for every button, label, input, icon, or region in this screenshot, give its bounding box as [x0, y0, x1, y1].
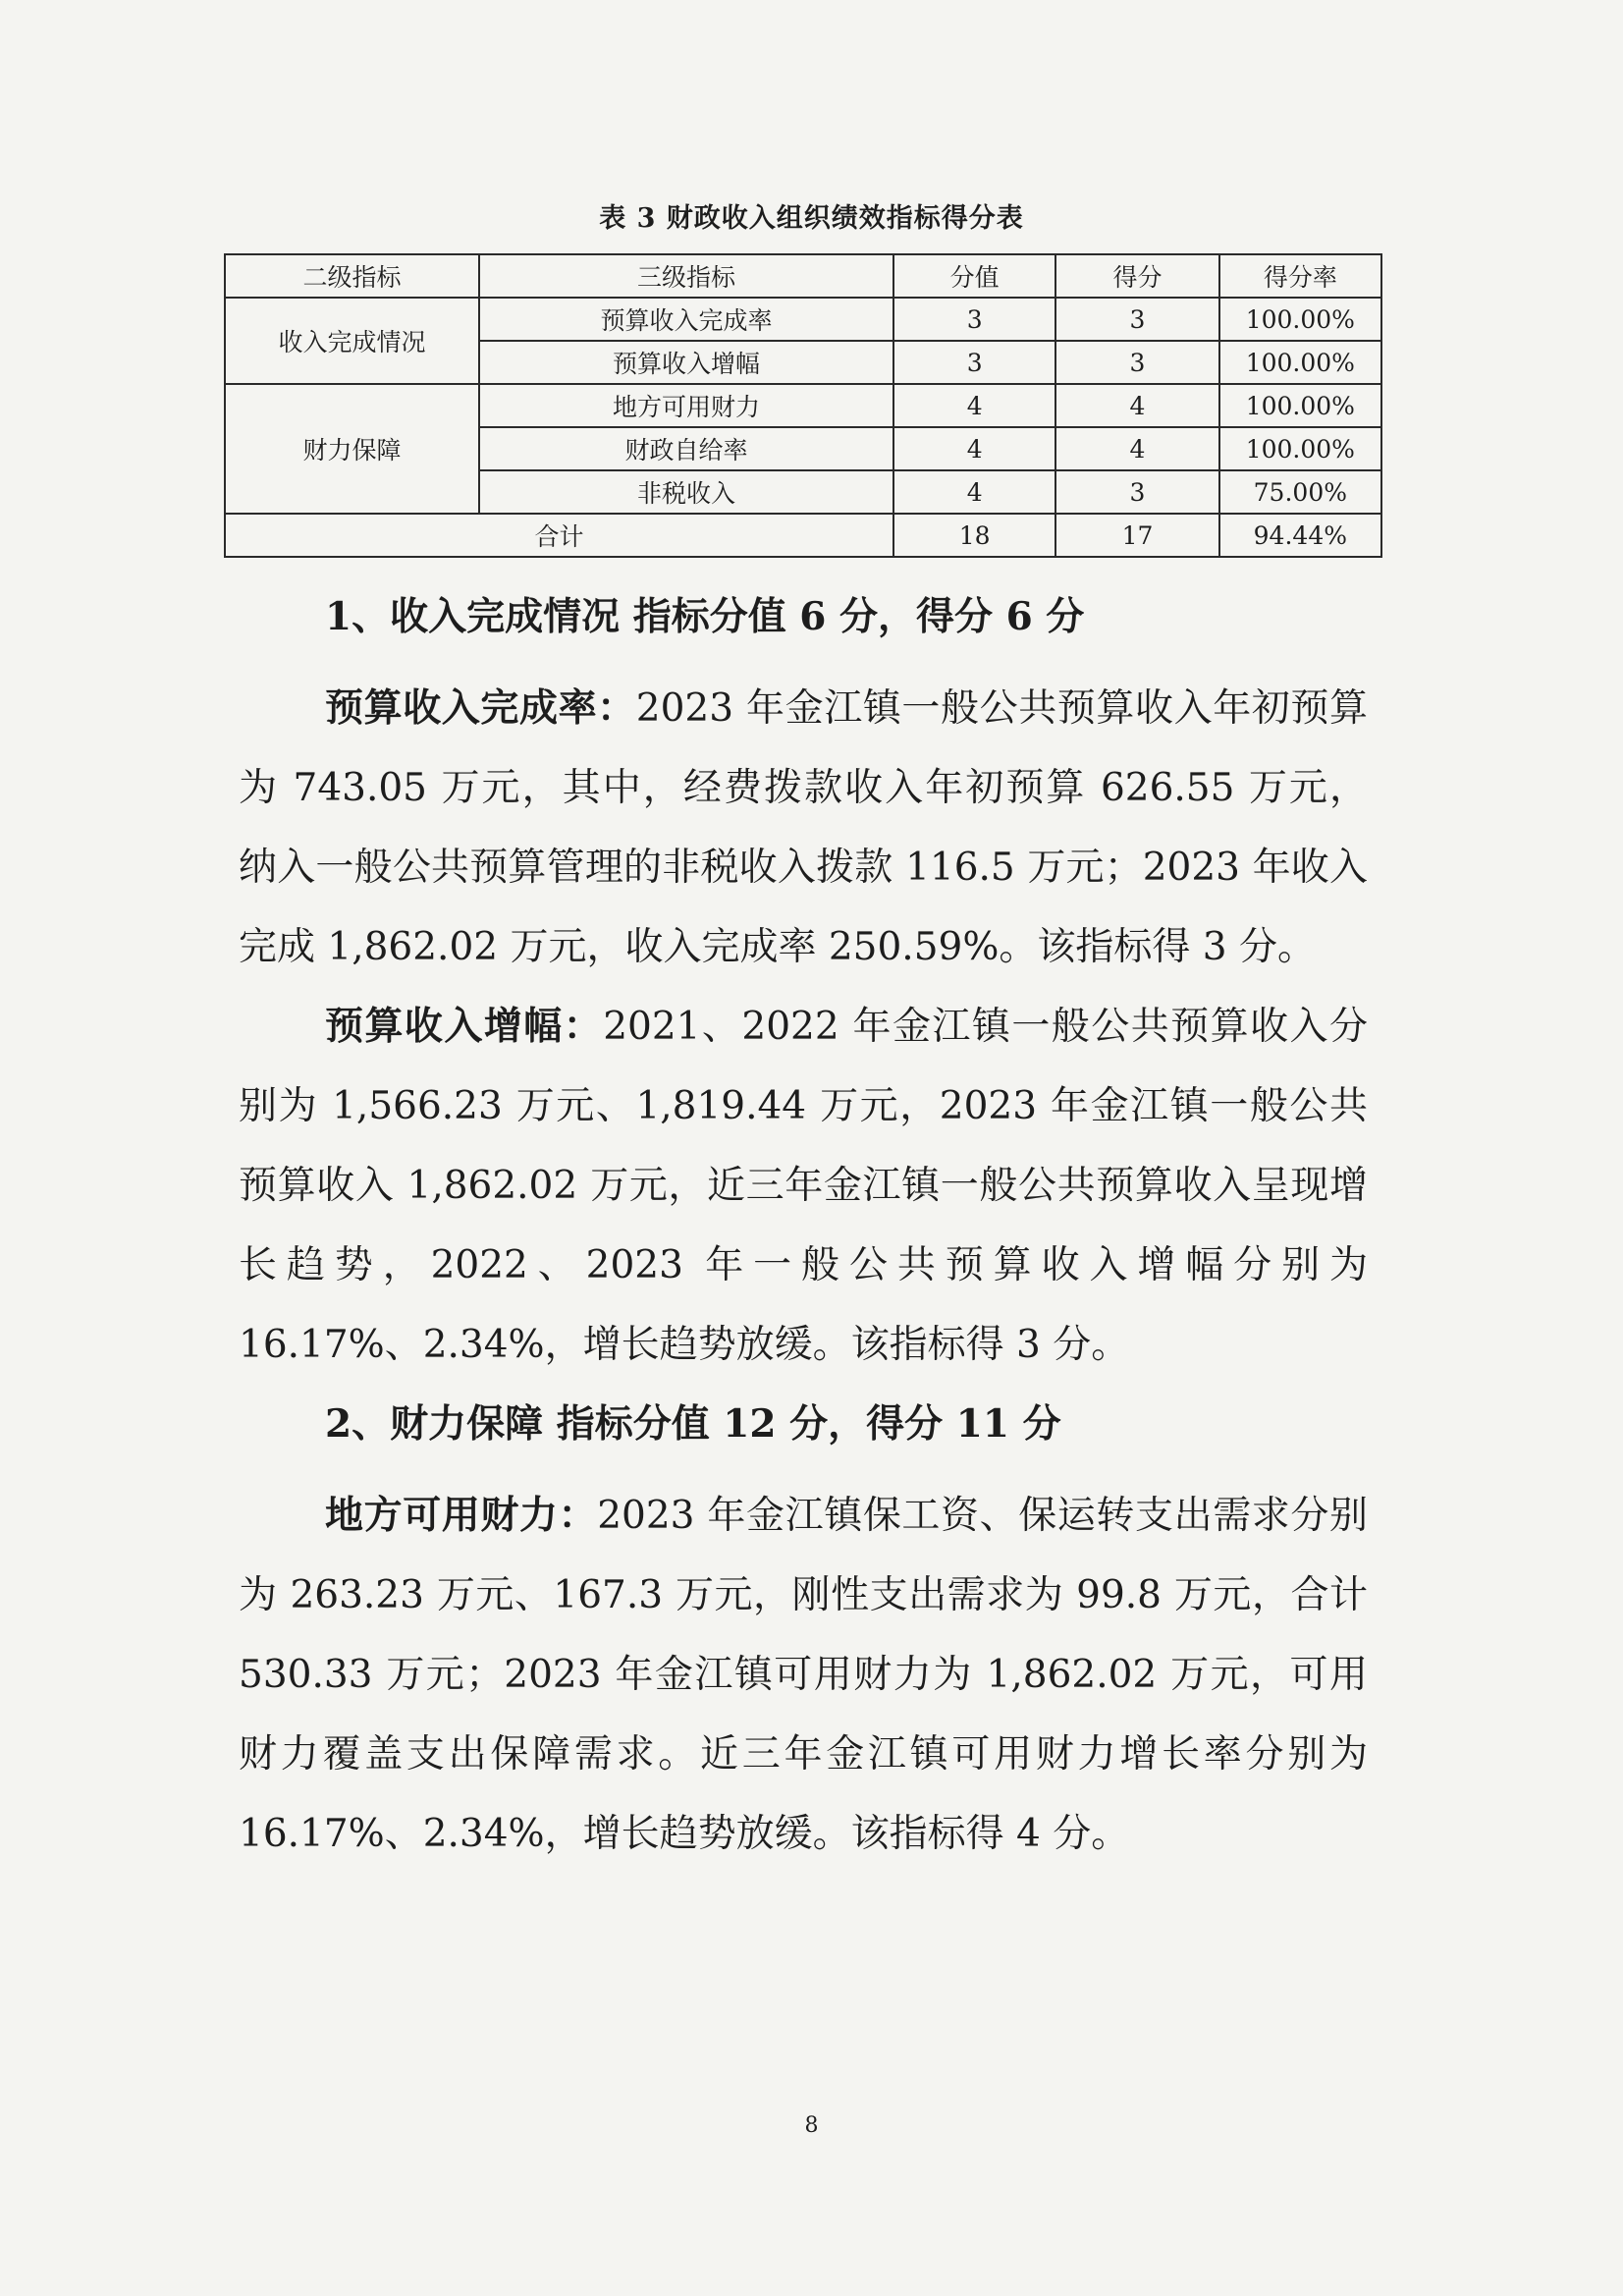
- rate-cell: 100.00%: [1219, 298, 1381, 341]
- total-rate: 94.44%: [1219, 514, 1381, 557]
- header-level3: 三级指标: [479, 254, 893, 298]
- indicator-cell: 预算收入增幅: [479, 341, 893, 384]
- table-caption: 表 3 财政收入组织绩效指标得分表: [599, 203, 1024, 234]
- score-cell: 4: [1055, 427, 1218, 470]
- rate-cell: 100.00%: [1219, 384, 1381, 427]
- header-rate: 得分率: [1219, 254, 1381, 298]
- table-row: [225, 384, 1381, 427]
- group-name: 收入完成情况: [225, 298, 479, 384]
- table-row: [225, 298, 1381, 341]
- value-cell: 3: [893, 298, 1055, 341]
- value-cell: 4: [893, 470, 1055, 514]
- paragraph-budget-growth: [239, 987, 1368, 1385]
- score-cell: 3: [1055, 298, 1218, 341]
- paragraph-text: 2023 年金江镇一般公共预算收入年初预算为 743.05 万元，其中，经费拨款收入年初预算 626.55 万元， 纳入一般公共预算管理的非税收入拨款 116.5 万元；2023 年收入完成 1,862.02 万元，收入完成率 250.59%。该指标得 3 分。: [239, 686, 1368, 969]
- rate-cell: 75.00%: [1219, 470, 1381, 514]
- table-header-row: [225, 254, 1381, 298]
- total-label: 合计: [225, 514, 893, 557]
- score-cell: 4: [1055, 384, 1218, 427]
- page-number: 8: [804, 2113, 819, 2138]
- paragraph-available-finance: [239, 1476, 1368, 1874]
- total-row: [225, 514, 1381, 557]
- term-label: 预算收入增幅：: [325, 1004, 604, 1049]
- indicator-cell: 财政自给率: [479, 427, 893, 470]
- rate-cell: 100.00%: [1219, 427, 1381, 470]
- value-cell: 4: [893, 427, 1055, 470]
- value-cell: 4: [893, 384, 1055, 427]
- term-label: 地方可用财力：: [325, 1493, 598, 1538]
- indicator-cell: 预算收入完成率: [479, 298, 893, 341]
- section-heading-2: 2、财力保障 指标分值 12 分，得分 11 分: [325, 1401, 1061, 1447]
- paragraph-budget-completion: [239, 669, 1368, 987]
- header-value: 分值: [893, 254, 1055, 298]
- value-cell: 3: [893, 341, 1055, 384]
- indicator-cell: 非税收入: [479, 470, 893, 514]
- header-score: 得分: [1055, 254, 1218, 298]
- paragraph-text: 2023 年金江镇保工资、保运转支出需求分别为 263.23 万元、167.3 万元，刚性支出需求为 99.8 万元，合计 530.33 万元；2023 年金江镇可用财力为 1,862.02 万元，可用财力覆盖支出保障需求。近三年金江镇可用财力增长率分别为 16.17%、2.34%，增长趋势放缓。该指标得 4 分。: [239, 1494, 1368, 1856]
- term-label: 预算收入完成率：: [325, 685, 636, 731]
- header-level2: 二级指标: [225, 254, 479, 298]
- score-cell: 3: [1055, 341, 1218, 384]
- rate-cell: 100.00%: [1219, 341, 1381, 384]
- total-value: 18: [893, 514, 1055, 557]
- paragraph-text: 2021、2022 年金江镇一般公共预算收入分别为 1,566.23 万元、1,819.44 万元，2023 年金江镇一般公共预算收入 1,862.02 万元，近三年金江镇一般公共预算收入呈现增长趋势，2022、2023 年一般公共预算收入增幅分别为 16.17%、2.34%，增长趋势放缓。该指标得 3 分。: [239, 1005, 1368, 1367]
- total-score: 17: [1055, 514, 1218, 557]
- section-heading-1: 1、收入完成情况 指标分值 6 分，得分 6 分: [325, 594, 1085, 639]
- indicator-cell: 地方可用财力: [479, 384, 893, 427]
- score-table: [224, 253, 1382, 558]
- score-cell: 3: [1055, 470, 1218, 514]
- body-content: [239, 589, 1368, 1874]
- group-name: 财力保障: [225, 384, 479, 514]
